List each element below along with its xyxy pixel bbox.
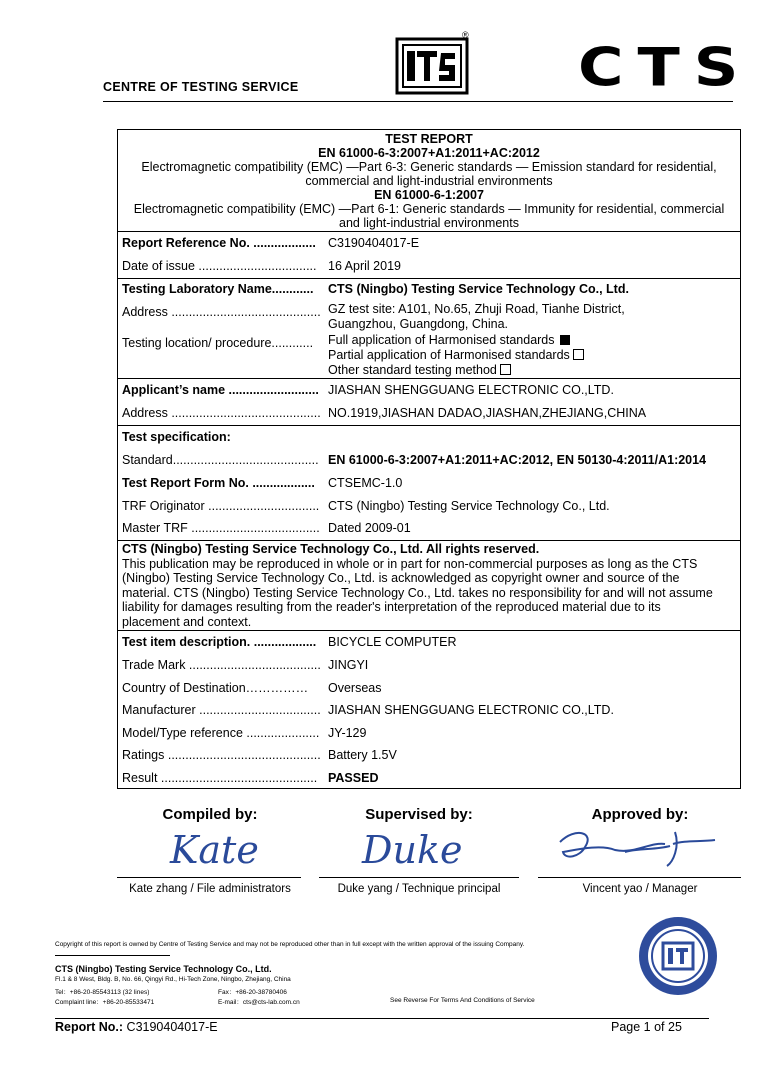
trf-value: CTSEMC-1.0 [328, 476, 403, 490]
location-opt1-text: Full application of Harmonised standards [328, 333, 555, 347]
approved-signature [555, 822, 725, 877]
divider [117, 278, 741, 279]
standard-label: Standard.......................................... [122, 453, 319, 467]
its-logo-icon [395, 33, 471, 95]
test-spec-label: Test specification: [122, 430, 231, 444]
trf-label: Test Report Form No. .................. [122, 476, 315, 490]
divider [117, 630, 741, 631]
compiled-signature: Kate [170, 828, 259, 872]
country-value: Overseas [328, 681, 382, 695]
report-no-value: C3190404017-E [123, 1020, 218, 1034]
ratings-label: Ratings ............................................ [122, 748, 321, 762]
report-title: TEST REPORT [385, 132, 473, 146]
location-opt2 [328, 348, 584, 363]
report-ref-value: C3190404017-E [328, 236, 420, 250]
lab-value: CTS (Ningbo) Testing Service Technology Co., Ltd. [328, 282, 629, 296]
location-opt3 [328, 363, 511, 378]
report-ref-label: Report Reference No. .................. [122, 236, 316, 250]
standard1-title: EN 61000-6-3:2007+A1:2011+AC:2012 [318, 146, 540, 160]
item-value: BICYCLE COMPUTER [328, 635, 457, 649]
rights-line-4: liability for damages resulting from the reader's interpretation of the reproduced material due to its [122, 600, 661, 614]
cts-seal-icon [637, 915, 719, 997]
rights-line-1: This publication may be reproduced in whole or in part for non-commercial purposes as long as the CTS [122, 557, 698, 571]
supervised-by-title: Supervised by: [365, 806, 473, 823]
applicant-address-value: NO.1919,JIASHAN DADAO,JIASHAN,ZHEJIANG,CHINA [328, 406, 647, 420]
supervised-name: Duke yang / Technique principal [337, 883, 501, 895]
cts-seal [637, 915, 719, 1002]
manufacturer-value: JIASHAN SHENGGUANG ELECTRONIC CO.,LTD. [328, 703, 614, 717]
applicant-value: JIASHAN SHENGGUANG ELECTRONIC CO.,LTD. [328, 383, 614, 397]
lab-label: Testing Laboratory Name............ [122, 282, 314, 296]
trf-originator-value: CTS (Ningbo) Testing Service Technology Co., Ltd. [328, 499, 610, 513]
compiled-name: Kate zhang / File administrators [129, 883, 291, 895]
approved-signature-icon [555, 822, 725, 872]
result-value: PASSED [328, 771, 379, 785]
trade-mark-label: Trade Mark ...................................... [122, 658, 321, 672]
divider [117, 378, 741, 379]
date-value: 16 April 2019 [328, 259, 401, 273]
standard1-desc-2: commercial and light-industrial environments [305, 174, 553, 188]
location-opt3-text: Other standard testing method [328, 363, 497, 377]
location-opt2-text: Partial application of Harmonised standards [328, 348, 570, 362]
applicant-address-label: Address ........................................... [122, 406, 321, 420]
footer-bottom-divider [55, 1018, 709, 1019]
divider [117, 231, 741, 232]
checkbox-unchecked [500, 364, 511, 375]
approved-name: Vincent yao / Manager [582, 883, 698, 895]
footer-company: CTS (Ningbo) Testing Service Technology Co., Ltd. [55, 964, 272, 974]
supervised-signature: Duke [362, 828, 463, 872]
checkbox-unchecked [573, 349, 584, 360]
cts-logo-text: CTS [578, 36, 753, 99]
standard1-desc-1: Electromagnetic compatibility (EMC) —Part 6-3: Generic standards — Emission standard for residential, [141, 160, 717, 174]
rights-line-2: (Ningbo) Testing Service Technology Co., Ltd. is acknowledged as copyright owner and source of the [122, 571, 680, 585]
location-label: Testing location/ procedure............ [122, 336, 314, 350]
result-label: Result ............................................. [122, 771, 318, 785]
header-divider [103, 101, 733, 102]
ratings-value: Battery 1.5V [328, 748, 397, 762]
master-trf-label: Master TRF ..................................... [122, 521, 320, 535]
footer-complaint: Complaint line：+86-20-85533471 [55, 999, 155, 1006]
standard-value: EN 61000-6-3:2007+A1:2011+AC:2012, EN 50130-4:2011/A1:2014 [328, 453, 707, 467]
footer-fax: Fax：+86-20-38780406 [218, 989, 287, 996]
standard2-title: EN 61000-6-1:2007 [374, 188, 484, 202]
lab-address-line2: Guangzhou, Guangdong, China. [328, 317, 508, 331]
page-number: Page 1 of 25 [611, 1020, 682, 1034]
signature-line [319, 877, 519, 878]
rights-line-3: material. CTS (Ningbo) Testing Service Technology Co., Ltd. takes no responsibility for and will not assume [122, 586, 713, 600]
copyright-text: Copyright of this report is owned by Centre of Testing Service and may not be reproduced other than in full except with the written approval of the issuing Company. [55, 941, 525, 948]
report-no [55, 1020, 218, 1034]
report-no-label: Report No.: [55, 1020, 124, 1034]
trade-mark-value: JINGYI [328, 658, 369, 672]
footer-email: E-mail：cts@cts-lab.com.cn [218, 999, 300, 1006]
item-label: Test item description. .................. [122, 635, 317, 649]
footer-divider [55, 955, 170, 956]
country-label: Country of Destination…………… [122, 681, 309, 695]
date-label: Date of issue .................................. [122, 259, 317, 273]
rights-line-5: placement and context. [122, 615, 252, 629]
standard2-desc-2: and light-industrial environments [339, 216, 519, 230]
lab-address-label: Address ........................................... [122, 305, 321, 319]
approved-by-title: Approved by: [591, 806, 689, 823]
checkbox-checked [560, 335, 570, 345]
manufacturer-label: Manufacturer ................................... [122, 703, 321, 717]
footer-reverse: See Reverse For Terms And Conditions of Service [390, 997, 535, 1004]
location-opt1 [328, 333, 570, 348]
divider [117, 425, 741, 426]
footer-tel: Tel：+86-20-85543113 (32 lines) [55, 989, 150, 996]
footer-address: Fl.1 & 8 West, Bldg. B, No. 66, Qingyi Rd., Hi-Tech Zone, Ningbo, Zhejiang, China [55, 976, 291, 983]
divider [117, 540, 741, 541]
signature-line [117, 877, 301, 878]
applicant-label: Applicant’s name .......................... [122, 383, 319, 397]
header-brand-text: CENTRE OF TESTING SERVICE [103, 80, 299, 94]
model-label: Model/Type reference ..................... [122, 726, 320, 740]
lab-address-line1: GZ test site: A101, No.65, Zhuji Road, Tianhe District, [328, 302, 625, 316]
model-value: JY-129 [328, 726, 367, 740]
registered-mark: ® [462, 30, 469, 40]
rights-title: CTS (Ningbo) Testing Service Technology Co., Ltd. All rights reserved. [122, 542, 540, 556]
trf-originator-label: TRF Originator ................................ [122, 499, 320, 513]
master-trf-value: Dated 2009-01 [328, 521, 411, 535]
standard2-desc-1: Electromagnetic compatibility (EMC) —Part 6-1: Generic standards — Immunity for residential, commercial [133, 202, 725, 216]
signature-line [538, 877, 741, 878]
its-logo [395, 33, 471, 95]
compiled-by-title: Compiled by: [162, 806, 258, 823]
